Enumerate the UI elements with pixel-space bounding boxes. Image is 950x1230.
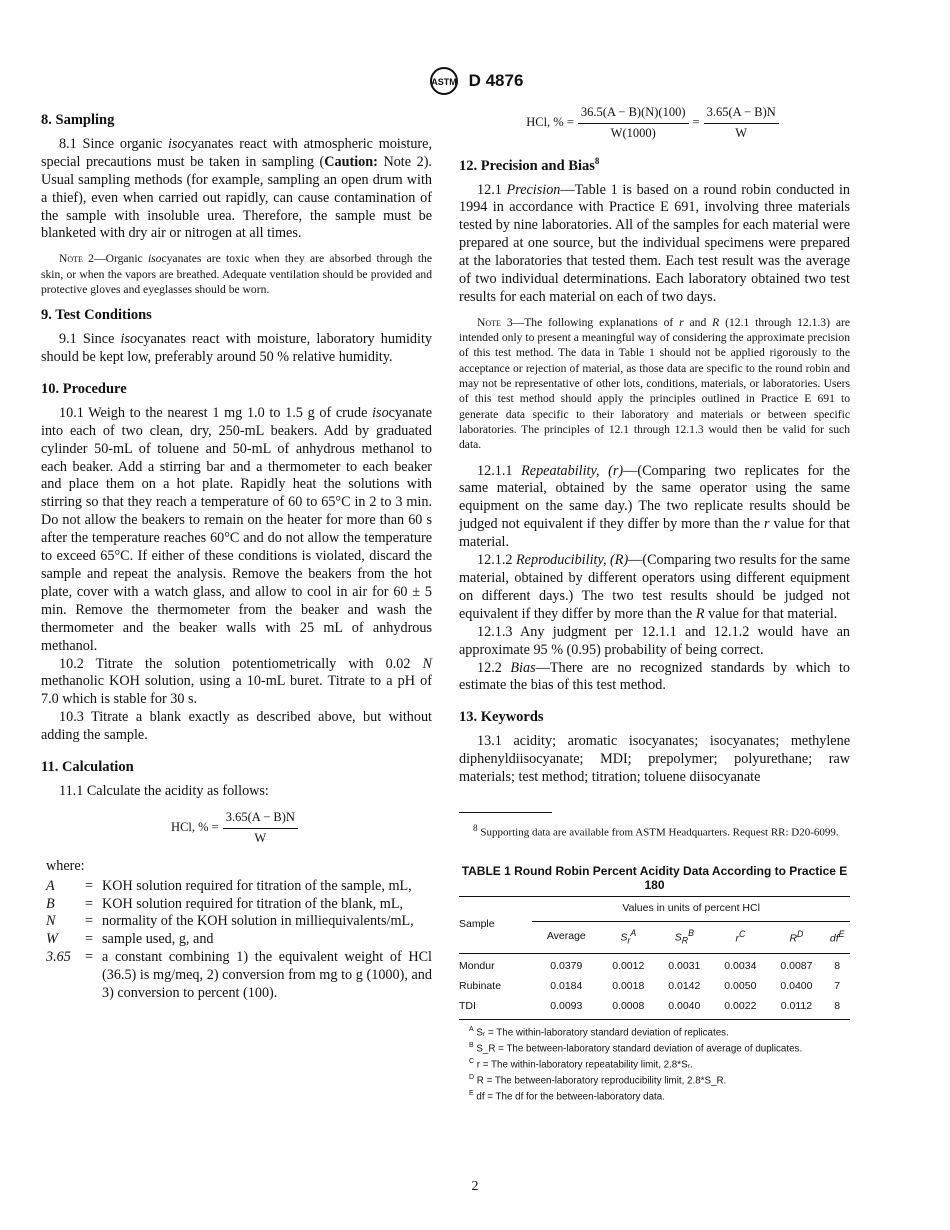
column-header: $S_r^A$ (600, 921, 656, 954)
group-header: Values in units of percent HCl (532, 896, 850, 921)
value-cell: 0.0012 (612, 960, 645, 973)
para-12-1: 12.1 Precision—Table 1 is based on a round robin conducted in 1994 in accordance with Practice E 691, involving three materials tested by nine laboratories. All of the samples for each material were prepared at one source, but the individual specimens were prepared at the laboratories that tested them. Each test result was the average of two individual determinations. Each laboratory obtained two test results for each material on each of two days. (459, 181, 850, 305)
definition-row: B = KOH solution required for titration of the blank, mL, (46, 895, 404, 912)
para-10-3: 10.3 Titrate a blank exactly as described above, but without adding the sample. (41, 709, 432, 744)
column-header: $R^D$ (768, 921, 824, 954)
table-row (459, 977, 850, 997)
value-cell: 0.0040 (656, 997, 712, 1019)
left-column (41, 102, 432, 1003)
svg-text:ASTM: ASTM (430, 77, 457, 87)
value-cell: 0.0093 (532, 997, 600, 1019)
sample-header: Sample (459, 896, 532, 953)
definition-row: 3.65 = a constant combining 1) the equivalent weight of HCl (36.5) is mg/meq, 2) conversion from mg to g (1000), and 3) conversion to percent (100). (46, 949, 432, 1002)
document-id: D 4876 (468, 71, 524, 90)
section-13-title: 13. Keywords (459, 709, 544, 726)
value-cell: 8 (824, 997, 850, 1019)
table-row (459, 954, 850, 977)
value-cell: 7 (834, 979, 841, 992)
value-cell: 0.0142 (668, 979, 701, 992)
section-11-title: 11. Calculation (41, 759, 134, 776)
para-11-1: 11.1 Calculate the acidity as follows: (59, 782, 269, 799)
para-10-1: 10.1 Weigh to the nearest 1 mg 1.0 to 1.5 g of crude isocyanate into each of two clean, dry, 250-mL beakers. Add by graduated cylinder 50-mL of toluene and 50-mL of anhydrous methanol to each beaker. Add a stirring bar and a thermometer to each beaker and place them on a hot plate. Rapidly heat the solutions with stirring so that they reach a temperature of 60 to 65°C in 2 to 3 min. Do not allow the beakers to remain on the heater for more than 60 s after the temperature reaches 60°C and do not allow the temperature to exceed 65°C. If either of these conditions is violated, discard the sample and repeat the analysis. Remove the beakers from the hot plate, cover with a watch glass, and allow to cool in air for 60 ± 5 min. Remove the thermometer from the beaker and wash the thermometer and the beaker walls with 25 mL of anhydrous methanol. (41, 404, 432, 654)
para-9-1: 9.1 Since isocyanates react with moisture, laboratory humidity should be kept low, preferably around 50 % relative humidity. (41, 331, 432, 366)
para-12-2: 12.2 Bias—There are no recognized standards by which to estimate the bias of this test method. (459, 659, 851, 694)
sample-name-cell: Rubinate (459, 979, 502, 992)
column-header: Average (532, 921, 600, 954)
para-12-1-1: 12.1.1 Repeatability, (r)—(Comparing two replicates for the same material, obtained by the same operator using the same equipment on the same day.) The two replicate results should be judged not equivalent if they differ by more than the r value for that material. (459, 462, 851, 551)
table-note: $^B$ S_R = The between-laboratory standard deviation of average of duplicates. (469, 1041, 803, 1054)
right-column (459, 102, 850, 1104)
para-10-2: 10.2 Titrate the solution potentiometrically with 0.02 N methanolic KOH solution, using a 10-mL buret. Titrate to a pH of 7.0 which is stable for 30 s. (41, 655, 432, 708)
astm-logo-icon (427, 66, 461, 96)
para-8-1: 8.1 Since organic isocyanates react with atmospheric moisture, special precautions must be taken in sampling (Caution: Note 2). Usual sampling methods (for example, sampling an open drum with a thief), even when carried out rapidly, can cause contamination of the sample with insoluble urea. Therefore, the sample must be blanketed with dry air or nitrogen at all times. (41, 135, 432, 242)
value-cell: 0.0008 (600, 997, 656, 1019)
acidity-formula-expanded: HCl, % = $\frac{36.5(A - B)(N)(100)}{W(1000)}$ = $\frac{3.65(A - B)N}{W}$ (459, 104, 850, 143)
value-cell: 8 (834, 960, 841, 973)
value-cell: 0.0034 (724, 960, 757, 973)
column-header: $df^E$ (824, 921, 850, 954)
sample-name-cell: Mondur (459, 960, 495, 973)
value-cell: 0.0087 (780, 960, 813, 973)
section-9-title: 9. Test Conditions (41, 307, 152, 324)
table-note: $^A$ Sᵣ = The within-laboratory standard deviation of replicates. (469, 1025, 729, 1039)
table-1-notes (459, 1024, 850, 1104)
page-header (0, 66, 950, 96)
definition-row: N = normality of the KOH solution in milliequivalents/mL, (46, 913, 414, 930)
para-13-1: 13.1 acidity; aromatic isocyanates; isocyanates; methylene diphenyldiisocyanate; MDI; prepolymer; polyurethane; raw materials; test method; titration; toluene diisocyanate (459, 733, 850, 786)
note-2: Note 2—Organic isocyanates are toxic when they are absorbed through the skin, or when the vapors are breathed. Adequate ventilation should be provided and protective gloves and eyeglasses should be worn. (41, 252, 432, 296)
where-label: where: (46, 857, 85, 874)
column-header: $r^C$ (712, 921, 768, 954)
table-note: $^D$ R = The between-laboratory reproducibility limit, 2.8*S_R. (469, 1073, 727, 1086)
para-12-1-3: 12.1.3 Any judgment per 12.1.1 and 12.1.2 would have an approximate 95 % (0.95) probability of being correct. (459, 623, 850, 658)
definition-row: A = KOH solution required for titration of the sample, mL, (46, 877, 412, 894)
table-1-title: TABLE 1 Round Robin Percent Acidity Data According to Practice E 180 (461, 863, 848, 892)
value-cell: 0.0050 (724, 979, 757, 992)
variable-definitions (46, 878, 432, 1003)
footnote-divider (459, 812, 552, 813)
footnote-8: $^8$ Supporting data are available from ASTM Headquarters. Request RR: D20-6099. (473, 822, 839, 839)
definition-row: W = sample used, g, and (46, 931, 214, 948)
value-cell: 0.0018 (612, 979, 645, 992)
value-cell: 0.0112 (768, 997, 824, 1019)
value-cell: 0.0379 (550, 960, 583, 973)
section-12-title: 12. Precision and Bias$^8$ (459, 155, 600, 174)
sample-name-cell: TDI (459, 997, 532, 1019)
column-header: $S_R^B$ (656, 921, 712, 954)
section-10-title: 10. Procedure (41, 380, 127, 397)
value-cell: 0.0184 (550, 979, 583, 992)
para-12-1-2: 12.1.2 Reproducibility, (R)—(Comparing two results for the same material, obtained by different operators using different equipment on different days.) The two test results should be judged not equivalent if they differ by more than the R value for that material. (459, 552, 851, 622)
page-number: 2 (471, 1179, 479, 1194)
note-3: Note 3—The following explanations of r and R (12.1 through 12.1.3) are intended only to present a meaningful way of considering the approximate precision of this test method. The data in Table 1 should not be applied rigorously to the acceptance or rejection of material, as those data are specific to the round robin and may not be representative of other lots, conditions, materials, or laboratories. Users of this test method should apply the principles outlined in Practice E 691 to generate data specific to their laboratory and materials or between specific laboratories. The principles of 12.1 through 12.1.3 would then be valid for such data. (459, 315, 851, 452)
table-note: $^C$ r = The within-laboratory repeatability limit, 2.8*Sᵣ. (469, 1057, 693, 1070)
table-row (459, 997, 850, 1019)
value-cell: 0.0400 (780, 979, 813, 992)
table-1 (459, 896, 850, 1020)
table-note: $^E$ df = The df for the between-laboratory data. (469, 1089, 665, 1102)
acidity-formula: HCl, % = $\frac{3.65(A - B)N}{W}$ (41, 809, 432, 848)
value-cell: 0.0022 (712, 997, 768, 1019)
section-8-title: 8. Sampling (41, 112, 115, 128)
value-cell: 0.0031 (668, 960, 701, 973)
